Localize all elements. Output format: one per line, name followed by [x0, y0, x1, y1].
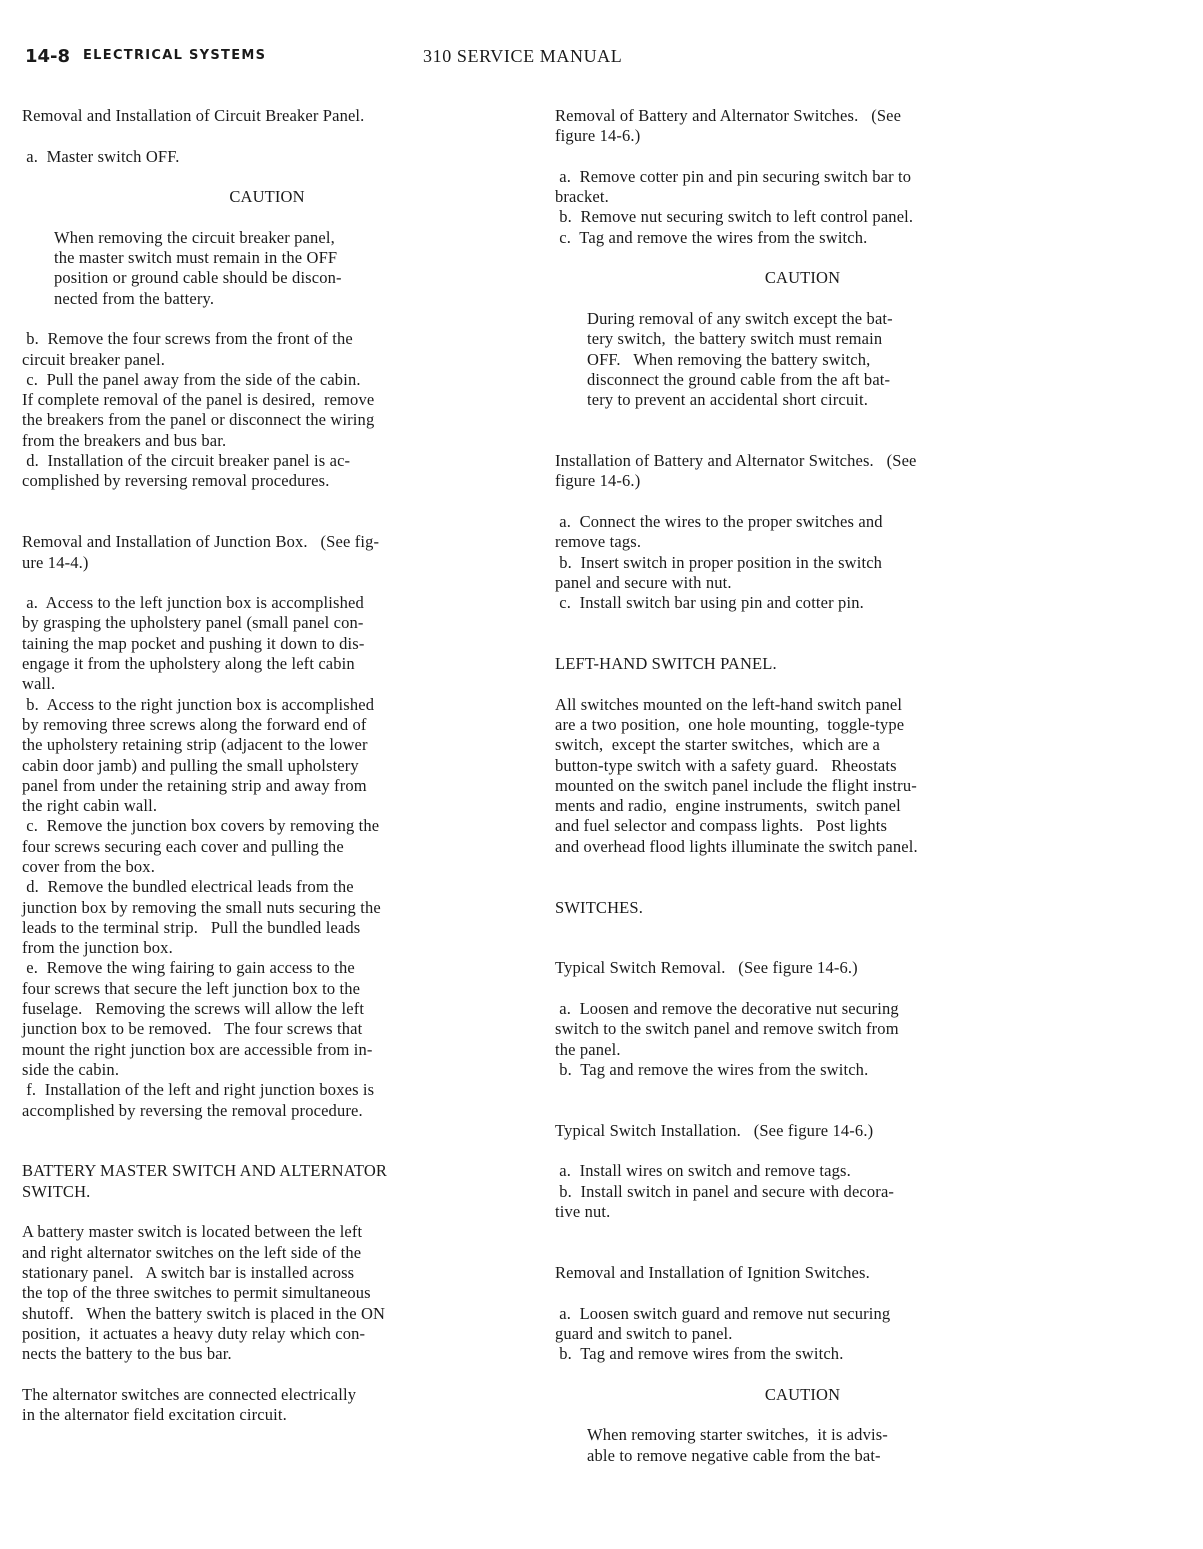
- paragraph-line: in the alternator field excitation circuit.: [22, 1405, 287, 1424]
- caution-text: [555, 1425, 1050, 1466]
- paragraph-line: ments and radio, engine instruments, switch panel: [555, 796, 901, 816]
- removal-battery-alternator-heading-cont: figure 14-6.): [555, 126, 641, 146]
- paragraph-line: nects the battery to the bus bar.: [22, 1344, 232, 1364]
- caution-line: tery switch, the battery switch must remain: [587, 329, 883, 349]
- step-line: a. Connect the wires to the proper switches and: [555, 511, 883, 531]
- step-line: circuit breaker panel.: [22, 349, 166, 369]
- caution-line: When removing the circuit breaker panel,: [54, 227, 335, 247]
- step-line: engage it from the upholstery along the left cabin: [22, 654, 355, 674]
- paragraph-line: and overhead flood lights illuminate the switch panel.: [555, 836, 918, 856]
- step-line: a. Loosen and remove the decorative nut securing: [555, 999, 899, 1019]
- left-hand-switch-panel-heading: LEFT-HAND SWITCH PANEL.: [555, 654, 777, 674]
- caution-heading: CAUTION: [764, 1384, 841, 1404]
- manual-title: 310 SERVICE MANUAL: [423, 46, 623, 66]
- switches-heading: SWITCHES.: [555, 897, 643, 917]
- step-line: the upholstery retaining strip (adjacent to the lower: [22, 735, 368, 755]
- step-line: a. Loosen switch guard and remove nut securing: [555, 1303, 891, 1323]
- step-line: from the junction box.: [22, 938, 173, 958]
- junction-box-heading-cont: ure 14-4.): [22, 552, 89, 572]
- step-line: taining the map pocket and pushing it down to dis-: [22, 633, 365, 653]
- step-line: b. Remove nut securing switch to left control panel.: [555, 207, 914, 227]
- paragraph-line: stationary panel. A switch bar is installed across: [22, 1262, 355, 1282]
- caution-line: When removing starter switches, it is advis-: [587, 1425, 888, 1445]
- caution-line: position or ground cable should be discon-: [54, 268, 342, 288]
- step-line: accomplished by reversing the removal procedure.: [22, 1100, 363, 1120]
- step-line: c. Pull the panel away from the side of the cabin.: [22, 369, 361, 389]
- paragraph-line: and fuel selector and compass lights. Post lights: [555, 816, 888, 836]
- junction-box-heading: Removal and Installation of Junction Box. (See fig-: [22, 532, 380, 552]
- step-line: b. Tag and remove wires from the switch.: [555, 1344, 844, 1364]
- step-line: a. Remove cotter pin and pin securing switch bar to: [555, 166, 912, 186]
- caution-line: disconnect the ground cable from the aft bat-: [587, 369, 891, 389]
- step-line: panel and secure with nut.: [555, 572, 732, 592]
- step-line: a. Master switch OFF.: [22, 146, 180, 166]
- step-line: b. Insert switch in proper position in the switch: [555, 552, 883, 572]
- step-line: the right cabin wall.: [22, 796, 158, 816]
- step-line: mount the right junction box are accessible from in-: [22, 1039, 373, 1059]
- removal-battery-alternator-heading: Removal of Battery and Alternator Switches. (See: [555, 106, 902, 125]
- step-line: junction box by removing the small nuts securing the: [22, 897, 381, 917]
- paragraph-line: button-type switch with a safety guard. Rheostats: [555, 755, 897, 775]
- right-column: [555, 106, 1050, 1466]
- step-line: guard and switch to panel.: [555, 1323, 733, 1343]
- paragraph-line: and right alternator switches on the left side of the: [22, 1242, 362, 1262]
- caution-heading: CAUTION: [764, 268, 841, 288]
- caution-line: tery to prevent an accidental short circuit.: [587, 390, 869, 410]
- step-line: fuselage. Removing the screws will allow the left: [22, 999, 365, 1019]
- step-line: f. Installation of the left and right junction boxes is: [22, 1080, 375, 1100]
- step-line: bracket.: [555, 187, 609, 207]
- step-line: four screws that secure the left junction box to the: [22, 978, 361, 998]
- step-line: four screws securing each cover and pulling the: [22, 836, 344, 856]
- step-line: leads to the terminal strip. Pull the bundled leads: [22, 917, 361, 937]
- step-line: cabin door jamb) and pulling the small upholstery: [22, 755, 359, 775]
- step-line: complished by reversing removal procedures.: [22, 471, 330, 491]
- caution-text: [555, 309, 1050, 410]
- step-line: b. Install switch in panel and secure with decora-: [555, 1181, 895, 1201]
- caution-line: able to remove negative cable from the bat-: [587, 1445, 881, 1465]
- installation-battery-alternator-heading-cont: figure 14-6.): [555, 471, 641, 491]
- battery-master-switch-heading-cont: SWITCH.: [22, 1181, 91, 1201]
- page-header: [25, 46, 1175, 70]
- step-line: If complete removal of the panel is desired, remove: [22, 390, 375, 410]
- paragraph-line: the top of the three switches to permit simultaneous: [22, 1283, 371, 1303]
- step-line: tive nut.: [555, 1202, 611, 1222]
- caution-line: the master switch must remain in the OFF: [54, 248, 338, 268]
- step-line: remove tags.: [555, 532, 642, 552]
- step-line: by grasping the upholstery panel (small panel con-: [22, 613, 364, 633]
- step-line: side the cabin.: [22, 1059, 120, 1079]
- step-line: switch to the switch panel and remove switch from: [555, 1019, 899, 1039]
- step-line: c. Tag and remove the wires from the switch.: [555, 227, 868, 247]
- step-line: b. Remove the four screws from the front of the: [22, 329, 353, 349]
- circuit-breaker-panel-heading: Removal and Installation of Circuit Breaker Panel.: [22, 106, 365, 125]
- paragraph-line: are a two position, one hole mounting, toggle-type: [555, 714, 905, 734]
- step-line: b. Access to the right junction box is accomplished: [22, 694, 375, 714]
- step-line: the panel.: [555, 1039, 621, 1059]
- step-line: by removing three screws along the forward end of: [22, 714, 367, 734]
- caution-line: OFF. When removing the battery switch,: [587, 349, 871, 369]
- step-line: the breakers from the panel or disconnect the wiring: [22, 410, 375, 430]
- paragraph-line: mounted on the switch panel include the flight instru-: [555, 775, 917, 795]
- caution-text: [22, 228, 512, 309]
- left-column: [22, 106, 512, 1425]
- step-line: a. Access to the left junction box is accomplished: [22, 593, 364, 613]
- page-number: 14-8: [25, 46, 71, 67]
- paragraph-line: A battery master switch is located between the left: [22, 1222, 363, 1242]
- caution-line: During removal of any switch except the bat-: [587, 308, 893, 328]
- step-line: c. Install switch bar using pin and cotter pin.: [555, 593, 864, 613]
- step-line: junction box to be removed. The four screws that: [22, 1019, 363, 1039]
- typical-switch-installation-heading: Typical Switch Installation. (See figure 14-6.): [555, 1120, 874, 1140]
- paragraph-line: shutoff. When the battery switch is placed in the ON: [22, 1303, 386, 1323]
- step-line: b. Tag and remove the wires from the switch.: [555, 1059, 869, 1079]
- caution-heading: CAUTION: [229, 187, 305, 207]
- step-line: d. Installation of the circuit breaker panel is ac-: [22, 451, 351, 471]
- step-line: cover from the box.: [22, 856, 155, 876]
- typical-switch-removal-heading: Typical Switch Removal. (See figure 14-6.): [555, 958, 858, 978]
- step-line: c. Remove the junction box covers by removing the: [22, 816, 380, 836]
- step-line: e. Remove the wing fairing to gain access to the: [22, 958, 355, 978]
- paragraph-line: The alternator switches are connected electrically: [22, 1384, 357, 1404]
- step-line: panel from under the retaining strip and away from: [22, 775, 367, 795]
- battery-master-switch-heading: BATTERY MASTER SWITCH AND ALTERNATOR: [22, 1161, 388, 1181]
- caution-line: nected from the battery.: [54, 288, 215, 308]
- paragraph-line: All switches mounted on the left-hand switch panel: [555, 694, 903, 714]
- installation-battery-alternator-heading: Installation of Battery and Alternator Switches. (See: [555, 451, 917, 471]
- ignition-switches-heading: Removal and Installation of Ignition Switches.: [555, 1262, 870, 1282]
- step-line: wall.: [22, 674, 56, 694]
- paragraph-line: position, it actuates a heavy duty relay which con-: [22, 1323, 366, 1343]
- step-line: d. Remove the bundled electrical leads from the: [22, 877, 354, 897]
- step-line: a. Install wires on switch and remove tags.: [555, 1161, 851, 1181]
- paragraph-line: switch, except the starter switches, which are a: [555, 735, 881, 755]
- section-name: ELECTRICAL SYSTEMS: [83, 48, 267, 63]
- step-line: from the breakers and bus bar.: [22, 430, 227, 450]
